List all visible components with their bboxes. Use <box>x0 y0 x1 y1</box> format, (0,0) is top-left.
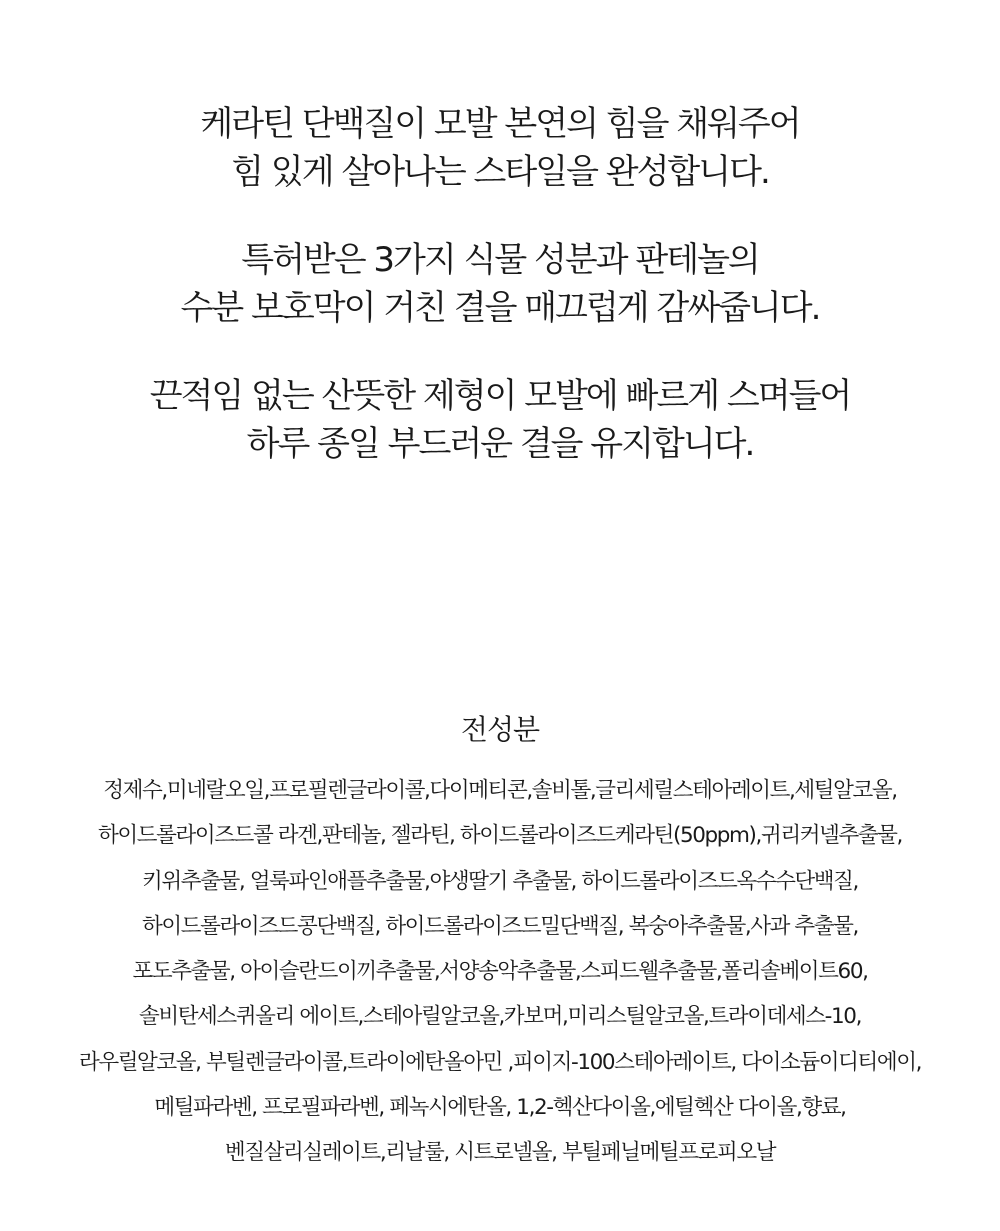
description-paragraph <box>0 236 1000 332</box>
ingredients-title: 전성분 <box>460 713 540 746</box>
description-line: 특허받은 3가지 식물 성분과 판테놀의 <box>241 240 759 280</box>
description-line: 하루 종일 부드러운 결을 유지합니다. <box>246 424 754 464</box>
description-paragraph <box>0 100 1000 196</box>
ingredients-line: 벤질살리실레이트,리날룰, 시트로넬올, 부틸페닐메틸프로피오날 <box>224 1140 776 1166</box>
ingredients-line: 라우릴알코올, 부틸렌글라이콜,트라이에탄올아민 ,피이지-100스테아레이트, 다이소듐이디티에이, <box>78 1049 922 1075</box>
ingredients-line: 키위추출물, 얼룩파인애플추출물,야생딸기 추출물, 하이드롤라이즈드옥수수단백질, <box>142 868 858 894</box>
description-line: 케라틴 단백질이 모발 본연의 힘을 채워주어 <box>200 104 800 144</box>
ingredients-section <box>0 710 1000 1176</box>
ingredients-line: 메틸파라벤, 프로필파라벤, 페녹시에탄올, 1,2-헥산다이올,에틸헥산 다이올,향료, <box>154 1095 846 1121</box>
description-line: 끈적임 없는 산뜻한 제형이 모발에 빠르게 스며들어 <box>149 376 851 416</box>
description-line: 힘 있게 살아나는 스타일을 완성합니다. <box>231 152 769 192</box>
ingredients-line: 정제수,미네랄오일,프로필렌글라이콜,다이메티콘,솔비톨,글리세릴스테아레이트,세틸알코올, <box>103 778 897 803</box>
ingredients-line: 솔비탄세스퀴올리 에이트,스테아릴알코올,카보머,미리스틸알코올,트라이데세스-10, <box>138 1004 862 1030</box>
description-line: 수분 보호막이 거친 결을 매끄럽게 감싸줍니다. <box>180 288 820 328</box>
ingredients-line: 하이드롤라이즈드콩단백질, 하이드롤라이즈드밀단백질, 복숭아추출물,사과 추출물, <box>142 913 858 939</box>
ingredients-line: 포도추출물, 아이슬란드이끼추출물,서양송악추출물,스피드웰추출물,폴리솔베이트60, <box>132 959 868 985</box>
description-paragraph <box>0 372 1000 468</box>
ingredients-line: 하이드롤라이즈드콜 라겐,판테놀, 젤라틴, 하이드롤라이즈드케라틴(50ppm),귀리커넬추출물, <box>98 823 902 849</box>
product-description <box>0 100 1000 508</box>
